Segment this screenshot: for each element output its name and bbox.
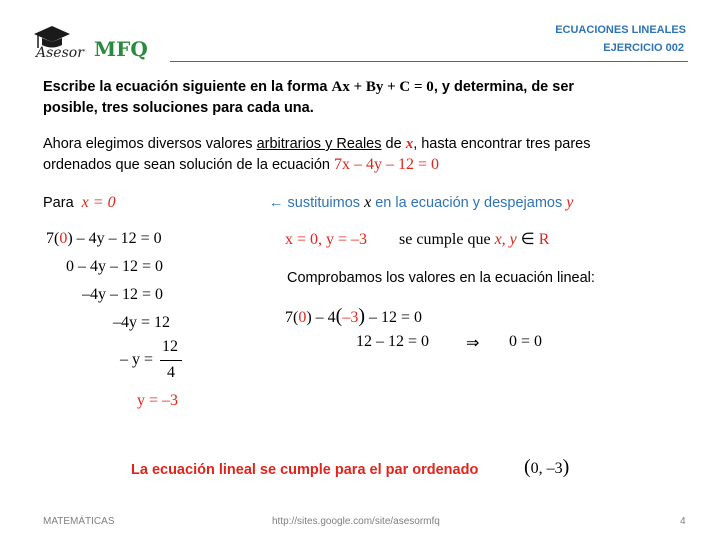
para-value: x = 0 [81,194,116,211]
step-5-numerator: 12 [162,338,178,355]
instruction-prefix: Escribe la ecuación siguiente en la forma [43,79,332,95]
check-1-c: ) – 4 [306,309,336,326]
check-1-d: –3 [342,309,359,326]
step-5-lhs: – y = [120,351,154,368]
check-line-1 [285,305,422,328]
result-values: x = 0, y = –3 [285,231,368,248]
logo-mfq: MFQ [94,37,148,61]
step-2: 0 – 4y – 12 = 0 [66,258,164,275]
result-xy: x, y [494,231,517,248]
paragraph-line2 [43,155,439,175]
check-1-e: – 12 = 0 [365,309,423,326]
step-1 [46,230,162,248]
paragraph-part3: , hasta encontrar tres pares [413,136,591,152]
paragraph-part2: de [381,136,406,152]
instruction-form: Ax + By + C = 0 [331,79,434,95]
result-cumple: se cumple que [399,231,495,248]
logo [30,22,180,66]
paragraph-line1 [43,134,591,154]
instruction [43,77,574,97]
check-title: Comprobamos los valores en la ecuación lineal: [287,270,595,286]
pair-close-paren: ) [562,456,570,478]
element-of-icon: ∈ [520,231,535,248]
substitute-text1: sustituimos [283,195,365,211]
substitute-text2: en la ecuación y despejamos [371,195,567,211]
paren-open: ( [335,305,343,327]
header-divider [170,61,688,62]
step-3: –4y – 12 = 0 [82,286,164,303]
step-1-a: 7( [46,230,60,247]
equivalence-icon: ⇒ [466,335,480,352]
logo-asesor: Asesor [36,45,84,61]
header-subtitle: EJERCICIO 002 [603,42,684,54]
check-1-a: 7( [285,309,299,326]
paragraph-line2-prefix: ordenados que sean solución de la ecuación [43,157,335,173]
substitute-var-y: y [566,194,574,211]
step-5-denominator: 4 [167,364,175,381]
paren-close: ) [358,305,365,327]
footer-url[interactable]: http://sites.google.com/site/asesormfq [272,516,440,527]
instruction-suffix: , y determina, de ser [433,79,575,95]
check-line-2: 12 – 12 = 0 [356,333,430,350]
step-1-c: ) – 4y – 12 = 0 [67,230,162,247]
substitute-note [269,193,573,213]
footer-left: MATEMÁTICAS [43,516,115,527]
check-1-b: 0 [298,309,307,326]
para-label: Para [43,195,74,211]
substitute-var-x: x [364,194,372,211]
paragraph-equation: 7x – 4y – 12 = 0 [334,156,440,173]
header-title: ECUACIONES LINEALES [555,24,686,36]
result-line [285,229,549,249]
paragraph-part1: Ahora elegimos diversos valores [43,136,257,152]
left-arrow-icon: ← [269,195,284,211]
para-line [43,193,116,213]
step-1-b: 0 [59,230,68,247]
page-number: 4 [680,516,686,527]
instruction-line2: posible, tres soluciones para cada una. [43,100,314,116]
pair-open-paren: ( [524,456,531,478]
pair-values: 0, –3 [530,460,563,477]
result-reals: R [538,231,550,248]
step-5 [120,338,200,384]
paragraph-underlined: arbitrarios y Reales [256,136,382,152]
check-line-3: 0 = 0 [509,333,543,350]
fraction-bar [160,360,182,361]
conclusion: La ecuación lineal se cumple para el par ordenado [131,462,479,478]
conclusion-pair [524,456,569,479]
step-4: –4y = 12 [113,314,171,331]
paragraph-var-x: x [405,136,414,152]
step-6: y = –3 [137,392,179,409]
